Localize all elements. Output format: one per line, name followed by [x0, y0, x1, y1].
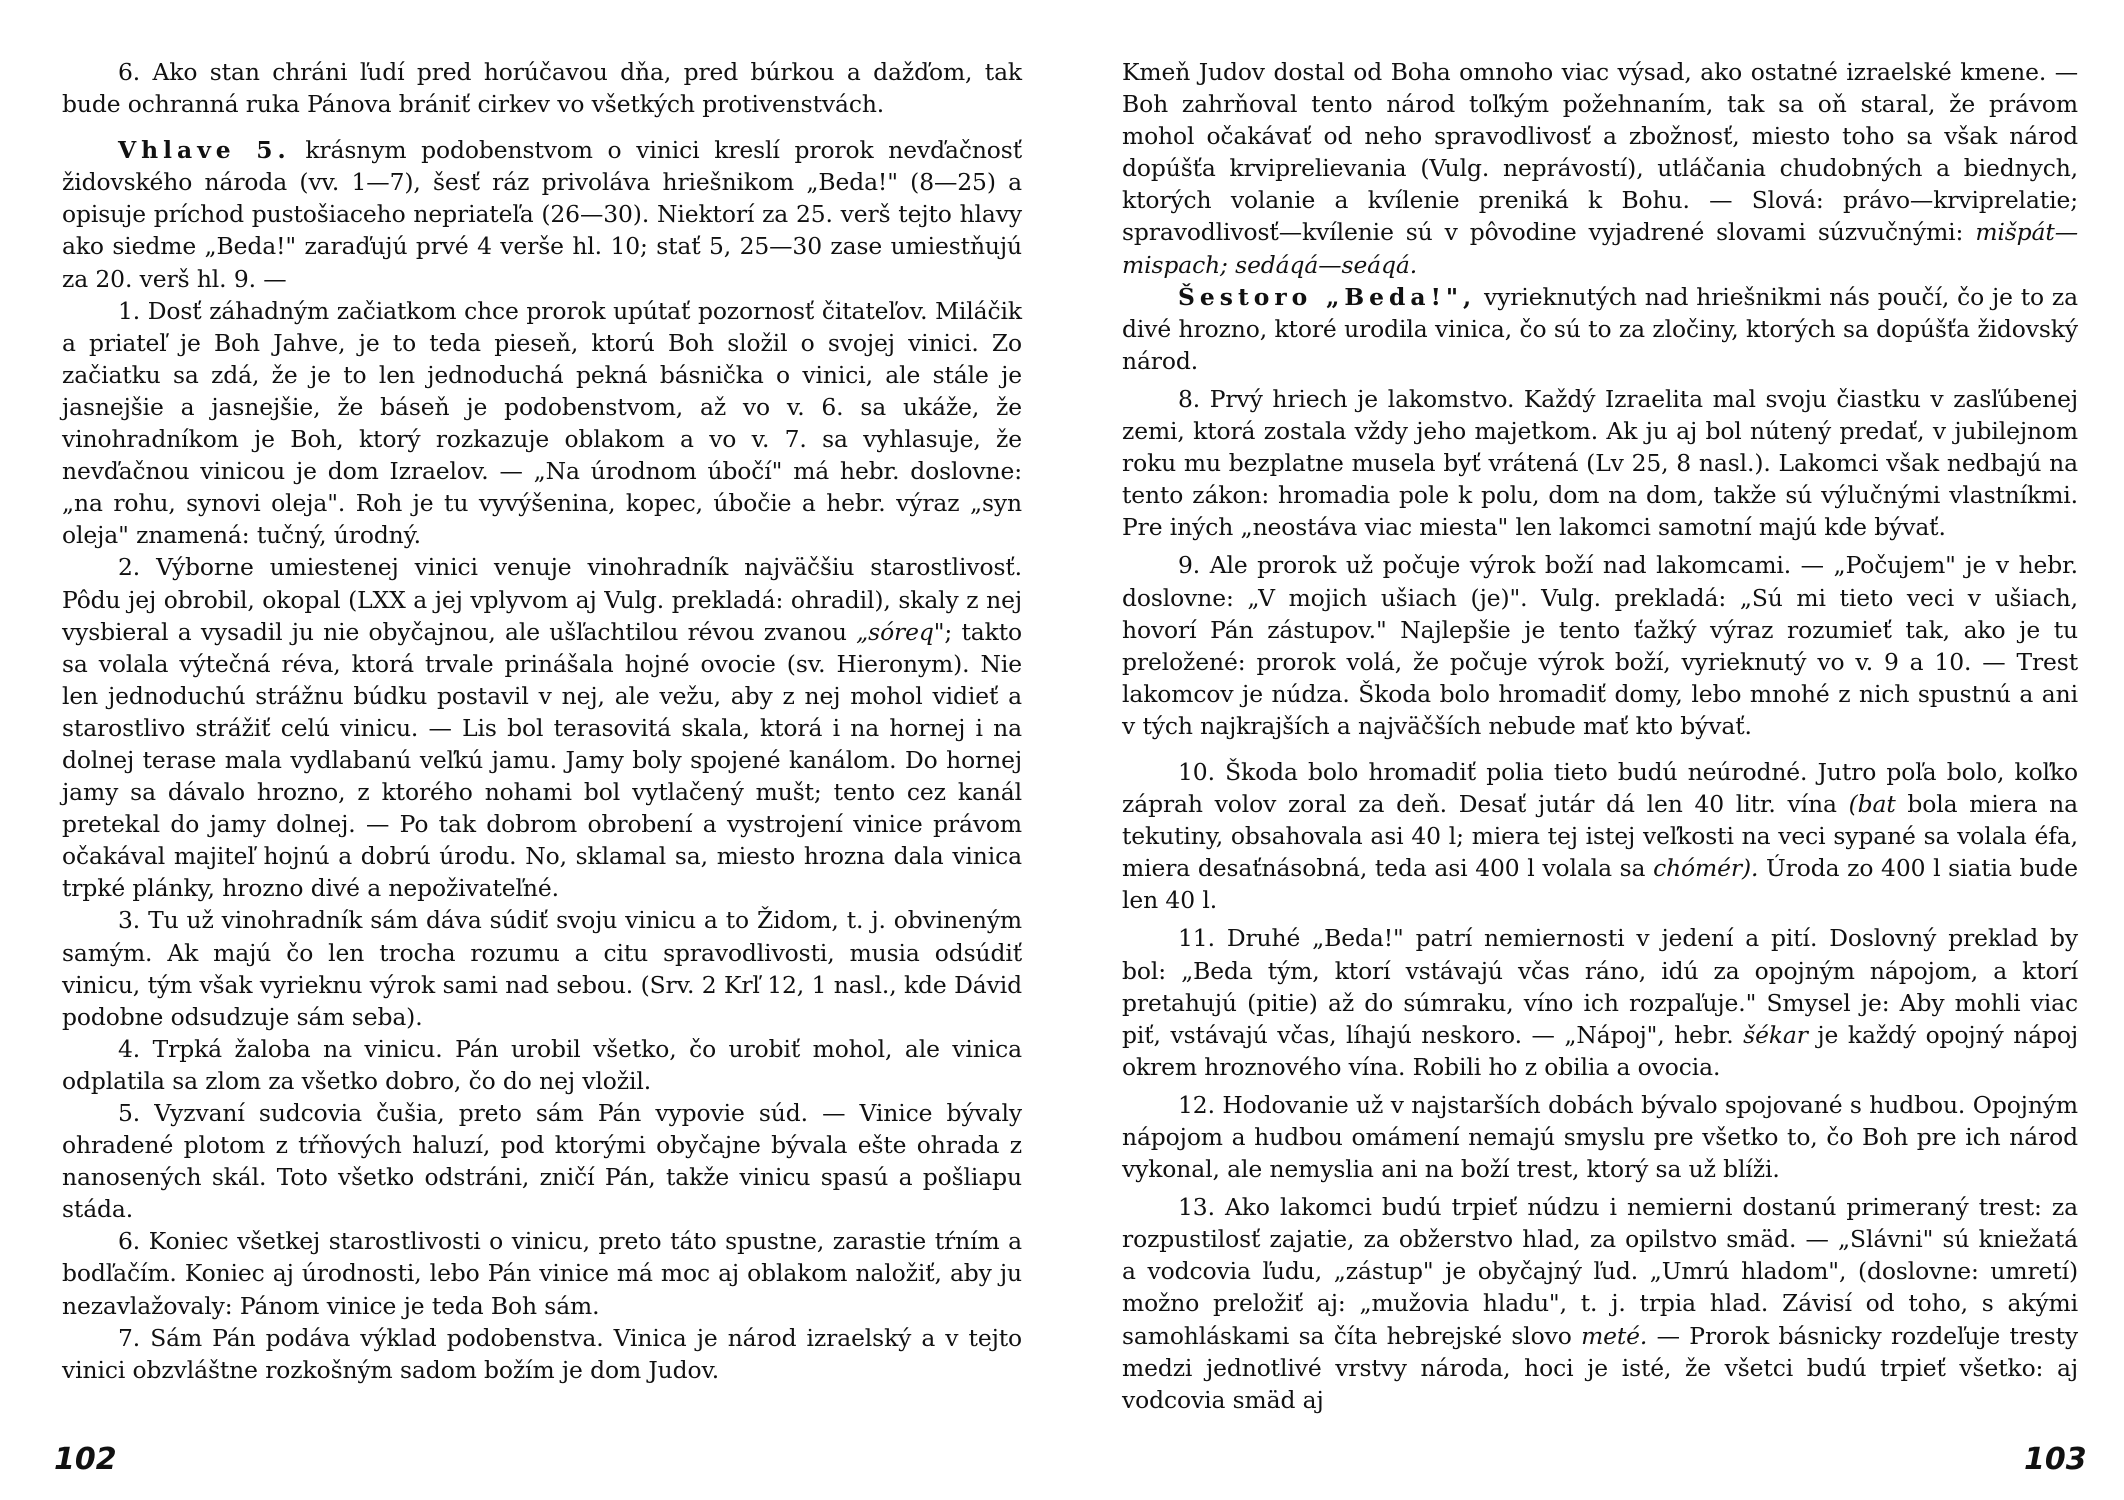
paragraph-verse-3: 3. Tu už vinohradník sám dáva súdiť svoju vinicu a to Židom, t. j. obvineným samým. Ak majú čo len trocha rozumu a citu spravodlivosti, musia odsúdiť vinicu, tým však vyrieknu výrok sami nad sebou. (Srv. 2 Krľ 12, 1 nasl., kde Dávid podobne odsudzuje sám seba). [62, 906, 1022, 1031]
verse-10-b: bola miera na tekutiny, obsahovala asi 40 l; miera tej istej veľkosti na veci sypané sa volala éfa, miera desaťnásobná, teda asi 400 l volala sa [1122, 790, 2078, 883]
sestoro-text: vyrieknutých nad hriešnikmi nás poučí, čo je to za divé hrozno, ktoré urodila vinica, čo sú to za zločiny, ktorých sa dopúšťa židovský národ. [1122, 282, 2078, 375]
verse-2-part-b: ; takto sa volala výtečná réva, ktorá trvale prinášala hojné ovocie (sv. Hieronym). Nie len jednoduchú strážnu búdku postavil v nej, ale vežu, aby z nej mohol vidieť a starostlivo strážiť celú vinicu. — Lis bol terasovitá skala, ktorá i na hornej i na dolnej terase mala vydlabanú veľkú jamu. Jamy boly spojené kanálom. Do hornej jamy sa dávalo hrozno, z ktorého nohami bol vytlačený mušt; tento cez kanál pretekal do jamy dolnej. — Po tak dobrom obrobení a vystrojení vinice právom očakával majiteľ hojnú a dobrú úrodu. No, sklamal sa, miesto hrozna dala vinica trpké plánky, hrozno divé a nepoživateľné. [62, 617, 1022, 903]
paragraph-verse-2 [62, 551, 1022, 904]
paragraph-verse-8: 8. Prvý hriech je lakomstvo. Každý Izraelita mal svoju čiastku v zasľúbenej zemi, ktorá zostala vždy jeho majetkom. Ak ju aj bol nútený predať, v jubilejnom roku mu bezplatne musela byť vrátená (Lv 25, 8 nasl.). Lakomci však nedbajú na tento zákon: hromadia pole k polu, dom na dom, takže sú výlučnými vlastníkmi. Pre iných „neostáva viac miesta" len lakomci samotní majú kde bývať. [1122, 384, 2078, 542]
verse-13-b: — Prorok básnicky rozdeľuje tresty medzi jednotlivé vrstvy národa, hoci je isté, že všetci budú trpieť všetko: aj vodcovia smäd aj [1122, 1321, 2078, 1414]
left-page [62, 56, 1022, 1386]
verse-11-a: 11. Druhé „Beda!" patrí nemiernosti v jedení a pití. Doslovný preklad by bol: „Beda tým, ktorí vstávajú včas ráno, idú za opojným nápojom, a ktorí pretahujú (pitie) až do súmraku, víno ich rozpaľuje." Smysel je: Aby mohli viac piť, vstávajú včas, líhajú neskoro. — „Nápoj", hebr. [1122, 924, 2078, 1049]
paragraph-verse-1: 1. Dosť záhadným začiatkom chce prorok upútať pozornosť čitateľov. Miláčik a priateľ je Boh Jahve, je to teda pieseň, ktorú Boh složil o svojej vinici. Zo začiatku sa zdá, že je to len jednoduchá pekná básnička o vinici, ale stále je jasnejšie a jasnejšie, že báseň je podobenstvom, až vo v. 6. sa ukáže, že vinohradníkom je Boh, ktorý rozkazuje oblakom a vo v. 7. sa vyhlasuje, že nevďačnou vinicou je dom Izraelov. — „Na úrodnom úbočí" má hebr. doslovne: „na rohu, synovi oleja". Roh je tu vyvýšenina, kopec, úbočie a hebr. výraz „syn oleja" znamená: tučný, úrodný. [62, 296, 1022, 550]
chapter-summary: krásnym podobenstvom o vinici kreslí prorok nevďačnosť židovského národa (vv. 1—7), šesť ráz privoláva hriešnikom „Beda!" (8—25) a opisuje príchod pustošiaceho nepriateľa (26—30). Niektorí za 25. verš tejto hlavy ako siedme „Beda!" zaraďujú prvé 4 verše hl. 10; stať 5, 25—30 zase umiestňujú za 20. verš hl. 9. — [62, 136, 1022, 293]
sestoro-heading: Šestoro „Beda!", [1178, 282, 1477, 311]
mete-term: meté. [1581, 1321, 1648, 1350]
sekar-term: šékar [1743, 1020, 1808, 1049]
bat-term: (bat [1848, 790, 1896, 819]
verse-2-part-a: 2. Výborne umiestenej vinici venuje vinohradník najväčšiu starostlivosť. Pôdu jej obrobil, okopal (LXX a jej vplyvom aj Vulg. prekladá: ohradil), skaly z nej vysbieral a vysadil ju nie obyčajnou, ale ušľachtilou révou zvanou [62, 553, 1022, 646]
paragraph-kmen-judov [1122, 56, 2078, 281]
page-number-left: 102 [54, 1442, 117, 1477]
verse-10-a: 10. Škoda bolo hromadiť polia tieto budú neúrodné. Jutro poľa bolo, koľko záprah volov zoral za deň. Desať jutár dá len 40 litr. vína [1122, 757, 2078, 819]
paragraph-verse-9: 9. Ale prorok už počuje výrok boží nad lakomcami. — „Počujem" je v hebr. doslovne: „V mojich ušiach (je)". Vulg. prekladá: „Sú mi tieto veci v ušiach, hovorí Pán zástupov." Najlepšie je tento ťažký výraz rozumieť tak, ako je tu preložené: prorok volá, že počuje výrok boží, vyrieknutý vo v. 9 a 10. — Trest lakomcov je núdza. Škoda bolo hromadiť domy, lebo mnohé z nich spustnú a ani v tých najkrajších a najväčších nebude mať kto bývať. [1122, 551, 2078, 740]
hebrew-terms: mišpát—mispach; sedáqá—seáqá. [1122, 218, 2078, 279]
paragraph-chapter-5 [62, 134, 1022, 294]
paragraph-verse-4: 4. Trpká žaloba na vinicu. Pán urobil všetko, čo urobiť mohol, ale vinica odplatila sa zlom za všetko dobro, čo do nej vložil. [62, 1034, 1022, 1095]
paragraph-verse-6: 6. Koniec všetkej starostlivosti o vinicu, preto táto spustne, zarastie tŕním a bodľačím. Koniec aj úrodnosti, lebo Pán vinice má moc aj oblakom naložiť, aby ju nezavlažovaly: Pánom vinice je teda Boh sám. [62, 1227, 1022, 1320]
paragraph-verse-13 [1122, 1191, 2078, 1416]
paragraph-sestoro [1122, 281, 2078, 377]
chomer-term: chómér). [1653, 854, 1759, 883]
paragraph-verse-12: 12. Hodovanie už v najstarších dobách bývalo spojované s hudbou. Opojným nápojom a hudbou omámení nemajú smyslu pre všetko to, čo Boh pre ich národ vykonal, ale nemyslia ani na boží trest, ktorý sa už blíži. [1122, 1090, 2078, 1184]
soreq-term: „sóreq" [856, 617, 945, 646]
paragraph-intro-6: 6. Ako stan chráni ľudí pred horúčavou dňa, pred búrkou a dažďom, tak bude ochranná ruka Pánova brániť cirkev vo všetkých protivenstvách. [62, 58, 1022, 119]
chapter-heading: Vhlave 5. [118, 136, 291, 165]
paragraph-verse-5: 5. Vyzvaní sudcovia čušia, preto sám Pán vypovie súd. — Vinice bývaly ohradené plotom z tŕňových haluzí, pod ktorými obyčajne bývala ešte ohrada z nanosených skál. Toto všetko odstráni, zničí Pán, takže vinicu spasú a pošliapu stáda. [62, 1099, 1022, 1224]
paragraph-verse-11 [1122, 922, 2078, 1082]
verse-13-a: 13. Ako lakomci budú trpieť núdzu i nemierni dostanú primeraný trest: za rozpustilosť zajatie, za obžerstvo hlad, za opilstvo smäd. — „Slávni" sú kniežatá a vodcovia ľudu, „zástup" je obyčajný ľud. „Umrú hladom", (doslovne: umretí) možno preložiť aj: „mužovia hladu", t. j. trpia hlad. Závisí od toho, s akými samohláskami sa číta hebrejské slovo [1122, 1193, 2078, 1350]
kmen-text: Kmeň Judov dostal od Boha omnoho viac výsad, ako ostatné izraelské kmene. — Boh zahrňoval tento národ toľkým požehnaním, tak sa oň staral, že právom mohol očakávať od neho spravodlivosť a zbožnosť, miesto toho sa však národ dopúšťa krviprelievania (Vulg. neprávostí), utláčania chudobných a biednych, ktorých volanie a kvílenie preniká k Bohu. — Slová: právo—krviprelatie; spravodlivosť—kvílenie sú v pôvodine vyjadrené slovami súzvučnými: [1122, 58, 2078, 247]
paragraph-verse-10 [1122, 756, 2078, 916]
verse-11-b: je každý opojný nápoj okrem hroznového vína. Robili ho z obilia a ovocia. [1122, 1020, 2079, 1081]
right-page [1122, 56, 2078, 1416]
paragraph-verse-7: 7. Sám Pán podáva výklad podobenstva. Vinica je národ izraelský a v tejto vinici obzvláštne rozkošným sadom božím je dom Judov. [62, 1323, 1022, 1384]
verse-10-c: Úroda zo 400 l siatia bude len 40 l. [1122, 854, 2078, 915]
page-number-right: 103 [2024, 1442, 2087, 1477]
